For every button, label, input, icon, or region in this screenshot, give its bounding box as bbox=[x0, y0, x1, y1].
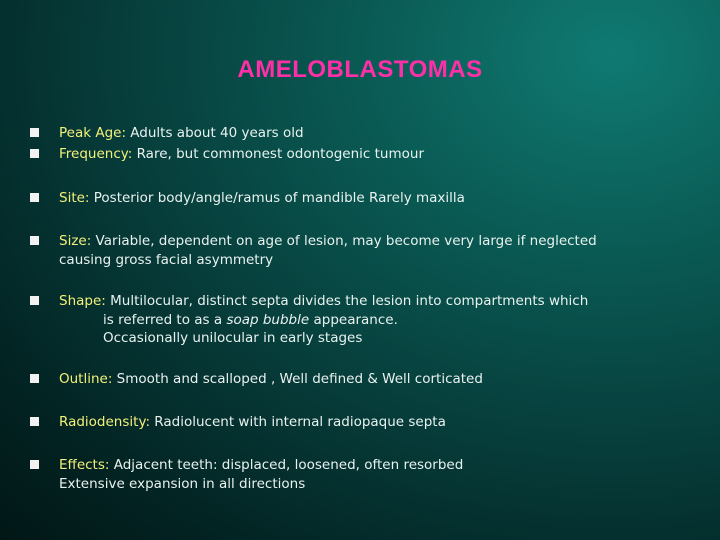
bullet-text: Rare, but commonest odontogenic tumour bbox=[132, 146, 424, 162]
square-bullet-icon bbox=[30, 236, 39, 245]
square-bullet-icon bbox=[30, 374, 39, 383]
bullet-outline bbox=[30, 370, 690, 389]
bullet-label: Shape: bbox=[59, 293, 106, 309]
bullet-text: Variable, dependent on age of lesion, may become very large if neglected bbox=[91, 233, 597, 249]
square-bullet-icon bbox=[30, 149, 39, 158]
bullet-radiodensity bbox=[30, 413, 690, 432]
square-bullet-icon bbox=[30, 193, 39, 202]
slide-title: AMELOBLASTOMAS bbox=[237, 56, 483, 83]
square-bullet-icon bbox=[30, 417, 39, 426]
square-bullet-icon bbox=[30, 296, 39, 305]
bullet-text-line3: Occasionally unilocular in early stages bbox=[103, 330, 363, 346]
bullet-label: Effects: bbox=[59, 457, 110, 473]
bullet-site bbox=[30, 189, 690, 208]
bullet-text: Posterior body/angle/ramus of mandible Rarely maxilla bbox=[89, 190, 465, 206]
bullet-text: Adjacent teeth: displaced, loosened, often resorbed bbox=[109, 457, 464, 473]
bullet-label: Peak Age: bbox=[59, 125, 127, 141]
bullet-text: Adults about 40 years old bbox=[126, 125, 304, 141]
bullet-text: Smooth and scalloped , Well defined & Well corticated bbox=[112, 371, 483, 387]
bullet-label: Site: bbox=[59, 190, 90, 206]
bullet-text-line2: causing gross facial asymmetry bbox=[59, 251, 274, 268]
bullet-text: Multilocular, distinct septa divides the lesion into compartments which bbox=[105, 293, 589, 309]
square-bullet-icon bbox=[30, 128, 39, 137]
bullet-peak-age bbox=[30, 124, 690, 143]
bullet-label: Radiodensity: bbox=[59, 414, 150, 430]
bullet-shape bbox=[30, 292, 690, 348]
bullet-text-emphasis: soap bubble bbox=[226, 311, 310, 328]
bullet-size bbox=[30, 232, 690, 269]
bullet-frequency bbox=[30, 145, 690, 164]
bullet-text: Radiolucent with internal radiopaque septa bbox=[150, 414, 446, 430]
bullet-text-segment: is referred to as a bbox=[103, 311, 227, 328]
bullet-effects bbox=[30, 456, 690, 493]
bullet-label: Size: bbox=[59, 233, 92, 249]
bullet-text-line2: Extensive expansion in all directions bbox=[59, 475, 306, 492]
bullet-label: Frequency: bbox=[59, 146, 133, 162]
bullet-text-line2 bbox=[59, 311, 690, 330]
bullet-text-segment: appearance. bbox=[309, 311, 398, 328]
bullet-label: Outline: bbox=[59, 371, 113, 387]
square-bullet-icon bbox=[30, 460, 39, 469]
